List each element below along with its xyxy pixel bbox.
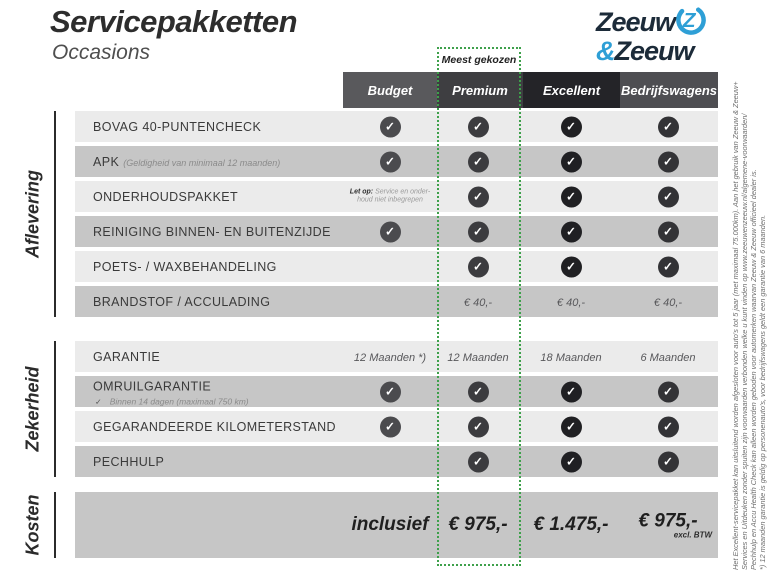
svg-text:Z: Z: [682, 9, 696, 33]
section-bar-kosten: [54, 492, 56, 558]
cell-text: 12 Maanden: [447, 351, 509, 364]
check-icon: ✓: [468, 381, 489, 402]
table-row: [75, 341, 718, 372]
row-label: REINIGING BINNEN- EN BUITENZIJDE: [93, 224, 331, 239]
table-row: [75, 146, 718, 177]
column-header-budget: Budget: [343, 72, 437, 108]
cost-bedrijfswagens-amount: € 975,-: [638, 510, 698, 532]
cell-text: 12 Maanden *): [353, 351, 427, 364]
cell-budget: [343, 416, 437, 437]
cell-bedrijfswagens: [621, 416, 715, 437]
cell-budget: [343, 116, 437, 137]
cell-bedrijfswagens: [621, 221, 715, 242]
cell-bedrijfswagens: [621, 256, 715, 277]
cell-premium: [431, 416, 525, 437]
cell-excellent: [524, 256, 618, 277]
cell-excellent: [524, 221, 618, 242]
check-icon: ✓: [468, 416, 489, 437]
table-row: [75, 446, 718, 477]
cell-budget: [343, 151, 437, 172]
check-icon: ✓: [658, 416, 679, 437]
page-title: Servicepakketten: [50, 4, 298, 39]
cell-bedrijfswagens: [621, 451, 715, 472]
check-icon: ✓: [561, 186, 582, 207]
check-icon: ✓: [658, 451, 679, 472]
section-label-kosten: Kosten: [22, 494, 43, 556]
column-header-premium: Premium: [437, 72, 523, 108]
page-subtitle: Occasions: [52, 41, 151, 64]
cost-bedrijfswagens-note: excl. BTW: [673, 530, 712, 540]
logo-word-1: Zeeuw: [596, 7, 676, 37]
section-label-aflevering: Aflevering: [22, 169, 43, 259]
cell-value: [431, 348, 525, 366]
row-label: POETS- / WAXBEHANDELING: [93, 259, 277, 274]
section-label-zekerheid: Zekerheid: [22, 366, 43, 452]
check-icon: ✓: [468, 451, 489, 472]
column-header-excellent: Excellent: [523, 72, 620, 108]
section-aflevering-rows: [75, 111, 718, 317]
row-label: BOVAG 40-PUNTENCHECK: [93, 119, 262, 134]
table-row: [75, 216, 718, 247]
cell-value: [621, 348, 715, 366]
cost-budget: inclusief: [351, 514, 429, 535]
row-label: BRANDSTOF / ACCULADING: [93, 294, 271, 309]
z-swoosh-icon: [673, 2, 709, 38]
cost-excellent: € 1.475,-: [533, 514, 609, 535]
check-icon: ✓: [561, 256, 582, 277]
cost-row: [75, 492, 718, 558]
cell-value: [524, 293, 618, 311]
small-check-icon: ✓: [95, 397, 102, 406]
cell-excellent: [524, 116, 618, 137]
cell-bedrijfswagens: [621, 151, 715, 172]
row-subnote: ✓ Binnen 14 dagen (maximaal 750 km): [95, 396, 249, 406]
check-icon: ✓: [561, 116, 582, 137]
cell-value: [431, 293, 525, 311]
check-icon: ✓: [380, 381, 401, 402]
section-zekerheid-rows: [75, 341, 718, 477]
table-row: [75, 376, 718, 407]
row-label: PECHHULP: [93, 454, 165, 469]
logo-word-2: Zeeuw: [614, 36, 694, 66]
table-row: [75, 181, 718, 212]
cell-text: € 40,-: [653, 296, 683, 309]
table-row: [75, 411, 718, 442]
cost-premium: € 975,-: [448, 514, 508, 535]
cell-value: [621, 293, 715, 311]
check-icon: ✓: [658, 221, 679, 242]
check-icon: ✓: [561, 151, 582, 172]
zeeuw-en-zeeuw-logo: [596, 6, 709, 69]
cost-bedrijfswagens: [618, 511, 718, 540]
cell-text: 6 Maanden: [640, 351, 696, 364]
check-icon: ✓: [380, 221, 401, 242]
check-icon: ✓: [468, 221, 489, 242]
cell-excellent: [524, 451, 618, 472]
check-icon: ✓: [658, 151, 679, 172]
check-icon: ✓: [561, 381, 582, 402]
check-icon: ✓: [380, 151, 401, 172]
check-icon: ✓: [658, 186, 679, 207]
cell-budget: [343, 381, 437, 402]
cell-excellent: [524, 151, 618, 172]
check-icon: ✓: [468, 151, 489, 172]
logo-ampersand: &: [596, 36, 615, 66]
cell-bedrijfswagens: [621, 186, 715, 207]
check-icon: ✓: [561, 451, 582, 472]
row-label: GEGARANDEERDE KILOMETERSTAND: [93, 419, 336, 434]
cell-text: € 40,-: [463, 296, 493, 309]
table-row: [75, 286, 718, 317]
check-icon: ✓: [468, 256, 489, 277]
cell-premium: [431, 186, 525, 207]
check-icon: ✓: [380, 116, 401, 137]
check-icon: ✓: [380, 416, 401, 437]
cell-premium: [431, 116, 525, 137]
section-bar-aflevering: [54, 111, 56, 317]
row-label: GARANTIE: [93, 349, 161, 364]
table-row: [75, 111, 718, 142]
cell-premium: [431, 256, 525, 277]
row-label: OMRUILGARANTIE ✓ Binnen 14 dagen (maximaal 750 km): [93, 379, 249, 406]
cell-value: [524, 348, 618, 366]
check-icon: ✓: [658, 256, 679, 277]
cell-note: Let op: Service en onder- houd niet inbegrepen: [349, 188, 431, 204]
table-row: [75, 251, 718, 282]
footnotes: [731, 64, 767, 570]
cell-budget: [343, 221, 437, 242]
meest-gekozen-badge: Meest gekozen: [439, 49, 519, 71]
section-bar-zekerheid: [54, 341, 56, 477]
check-icon: ✓: [561, 221, 582, 242]
cell-excellent: [524, 416, 618, 437]
check-icon: ✓: [561, 416, 582, 437]
cell-bedrijfswagens: [621, 116, 715, 137]
check-icon: ✓: [658, 116, 679, 137]
column-header-bedrijfswagens: Bedrijfswagens: [620, 72, 718, 108]
check-icon: ✓: [658, 381, 679, 402]
cell-excellent: [524, 186, 618, 207]
cell-premium: [431, 381, 525, 402]
cell-text: 18 Maanden: [540, 351, 602, 364]
check-icon: ✓: [468, 116, 489, 137]
row-label: ONDERHOUDSPAKKET: [93, 189, 239, 204]
cell-premium: [431, 451, 525, 472]
check-icon: ✓: [468, 186, 489, 207]
cell-text: € 40,-: [556, 296, 586, 309]
cell-premium: [431, 151, 525, 172]
footnote-line: *) 12 maanden garantie is geldig op personenauto's, voor bedrijfswagens geldt een garantie van 6 maanden.: [758, 214, 767, 570]
cell-bedrijfswagens: [621, 381, 715, 402]
cell-excellent: [524, 381, 618, 402]
cell-value: [343, 348, 437, 366]
row-label: APK (Geldigheid van minimaal 12 maanden): [93, 154, 281, 169]
footnote-line: Het Excellent-servicepakket kan uitsluitend worden afgesloten voor auto's tot 5 jaar (met maximaal 75.000km). Aan het gebruik van Zeeuw & Zeeuw+: [731, 81, 740, 570]
cell-premium: [431, 221, 525, 242]
footnote-line: Pechhulp en Accu Health Check kan alleen worden geboden voor automerken waarvan Zeeuw & Zeeuw officieel dealer is.: [749, 169, 758, 570]
footnote-line: Services en Uitdeuken zonder spuiten zijn voorwaarden verbonden welke u kunt vinden op www.zeeuwenzeeuw.nl/algemene-voorwaarden/: [740, 113, 749, 570]
